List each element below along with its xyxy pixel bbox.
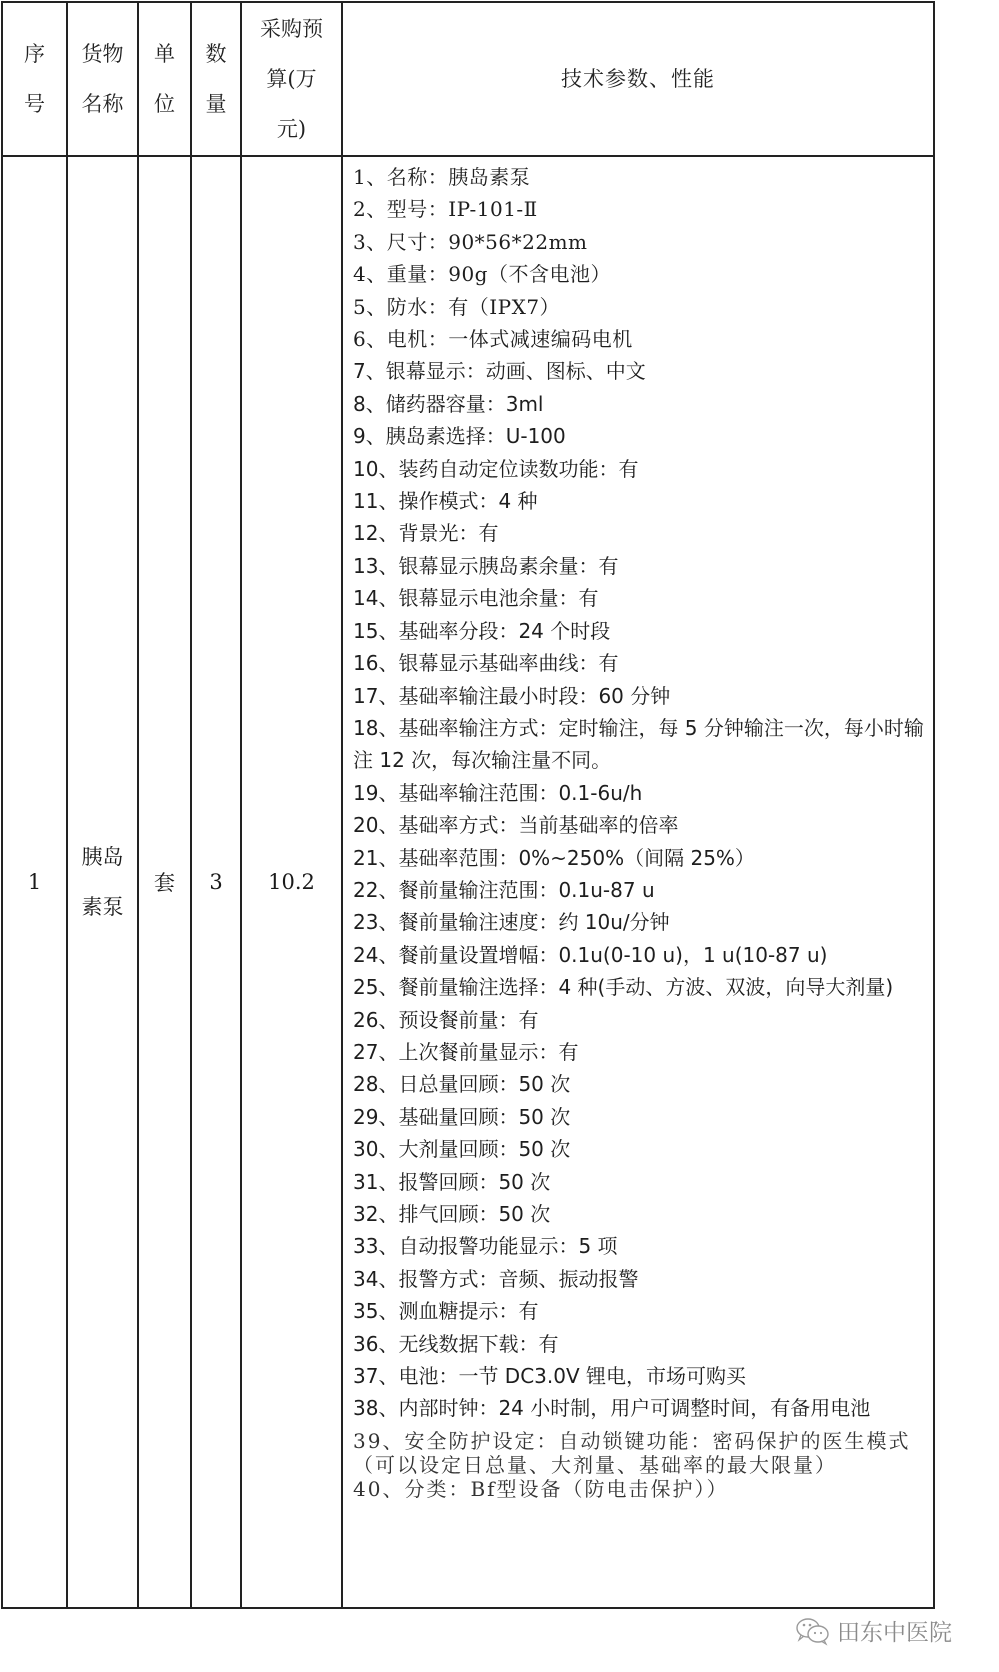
spec-item: 26、预设餐前量：有 [353,1007,539,1032]
spec-item: 35、测血糖提示：有 [353,1299,539,1324]
spec-item: 13、银幕显示胰岛素余量：有 [353,553,619,578]
spec-item: 17、基础率输注最小时段：60 分钟 [353,683,671,708]
spec-item: 7、银幕显示：动画、图标、中文 [353,359,646,384]
watermark-text: 田东中医院 [837,1620,952,1646]
wechat-icon [795,1616,831,1646]
header-seq: 序号 [2,2,67,156]
spec-item: 29、基础量回顾：50 次 [353,1104,571,1129]
spec-item: 18、基础率输注方式：定时输注，每 5 分钟输注一次，每小时输注 12 次，每次输注量不同。 [353,715,924,773]
spec-item: 9、胰岛素选择：U-100 [353,424,566,449]
cell-budget: 10.2 [241,156,342,1608]
spec-item: 27、上次餐前量显示：有 [353,1039,579,1064]
header-qty: 数量 [191,2,241,156]
header-unit: 单位 [138,2,191,156]
cell-seq: 1 [2,156,67,1608]
spec-item: 6、电机：一体式减速编码电机 [353,327,633,352]
spec-item: 15、基础率分段：24 个时段 [353,618,611,643]
spec-item: 1、名称：胰岛素泵 [353,165,531,189]
spec-item: 21、基础率范围：0%~250%（间隔 25%） [353,845,755,870]
spec-item: 30、大剂量回顾：50 次 [353,1137,571,1162]
spec-item: 11、操作模式：4 种 [353,489,538,514]
spec-item: 38、内部时钟：24 小时制，用户可调整时间，有备用电池 [353,1396,871,1421]
header-row [2,2,934,156]
spec-item: 5、防水：有（IPX7） [353,294,561,319]
procurement-spec-table [1,1,935,1609]
spec-item: 3、尺寸：90*56*22mm [353,229,588,254]
spec-item: 37、电池：一节 DC3.0V 锂电，市场可购买 [353,1364,747,1389]
spec-item: 39、安全防护设定：自动锁键功能：密码保护的医生模式（可以设定日总量、大剂量、基础率的最大限量） [353,1428,911,1477]
spec-item: 14、银幕显示电池余量：有 [353,586,599,611]
cell-name: 胰岛素泵 [67,156,138,1608]
cell-specs [342,156,934,1608]
spec-item: 19、基础率输注范围：0.1-6u/h [353,780,643,805]
spec-item: 24、餐前量设置增幅：0.1u(0-10 u)，1 u(10-87 u) [353,942,828,967]
spec-item: 28、日总量回顾：50 次 [353,1072,571,1097]
spec-item: 22、餐前量输注范围：0.1u-87 u [353,877,655,902]
spec-item: 16、银幕显示基础率曲线：有 [353,651,619,676]
spec-item: 20、基础率方式：当前基础率的倍率 [353,813,679,838]
table-row [2,156,934,1608]
spec-item: 25、餐前量输注选择：4 种(手动、方波、双波，向导大剂量) [353,975,894,1000]
header-name: 货物名称 [67,2,138,156]
spec-item: 10、装药自动定位读数功能：有 [353,456,639,481]
cell-qty: 3 [191,156,241,1608]
spec-item: 36、无线数据下载：有 [353,1331,559,1356]
spec-item: 32、排气回顾：50 次 [353,1202,551,1226]
spec-item: 40、分类：Bf型设备（防电击保护）） [353,1476,729,1501]
spec-item: 31、报警回顾：50 次 [353,1169,551,1194]
spec-item: 33、自动报警功能显示：5 项 [353,1234,618,1259]
spec-item: 8、储药器容量：3ml [353,391,544,416]
watermark [795,1614,952,1647]
spec-item: 4、重量：90g（不含电池） [353,262,611,287]
spec-item: 34、报警方式：音频、振动报警 [353,1266,639,1291]
spec-item: 12、背景光：有 [353,521,499,546]
cell-unit: 套 [138,156,191,1608]
header-budget: 采购预算(万元) [241,2,342,156]
header-specs: 技术参数、性能 [342,2,934,156]
spec-item: 23、餐前量输注速度：约 10u/分钟 [353,910,670,935]
spec-item: 2、型号：IP-101-Ⅱ [353,197,538,222]
